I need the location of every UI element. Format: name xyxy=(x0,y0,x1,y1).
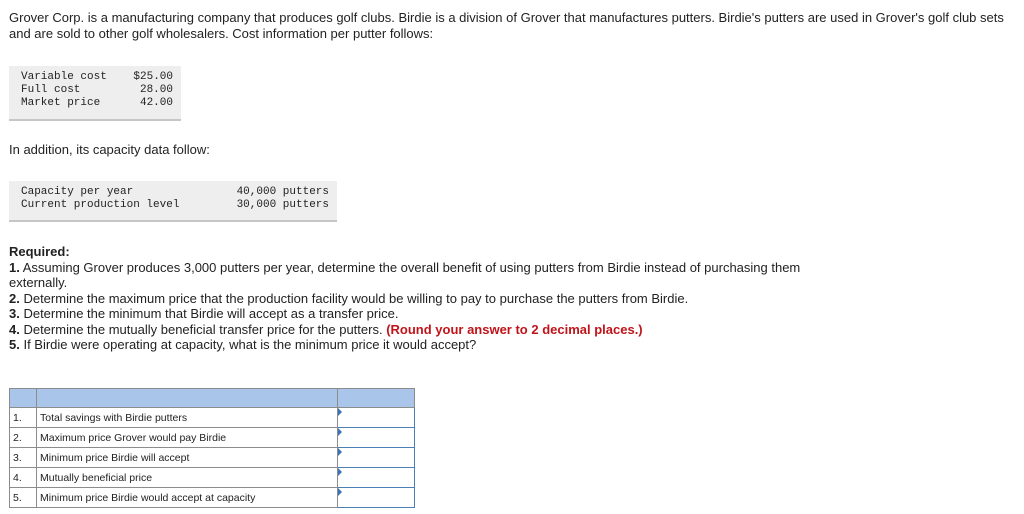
requirement-item: 2. Determine the maximum price that the production facility would be willing to pay to purchase the putters from Birdie. xyxy=(9,290,689,306)
answer-table xyxy=(9,388,415,508)
problem-intro: Grover Corp. is a manufacturing company that produces golf clubs. Birdie is a division of Grover that manufactures putters. Birdie's putters are used in Grover's golf club sets and are sold to other golf wholesalers. Cost information per putter follows: xyxy=(9,10,1004,41)
cost-label: Market price xyxy=(21,97,101,109)
answer-input[interactable] xyxy=(338,428,415,448)
cost-value: 28.00 xyxy=(139,84,173,96)
cost-row-variable xyxy=(21,71,173,84)
answer-table-header xyxy=(10,389,415,408)
capacity-table xyxy=(9,181,337,222)
answer-row xyxy=(10,408,415,428)
cost-label: Variable cost xyxy=(21,71,107,83)
cost-value: $25.00 xyxy=(133,71,173,83)
capacity-row xyxy=(21,199,329,212)
capacity-label: Current production level xyxy=(21,199,180,211)
requirement-item: 4. Determine the mutually beneficial transfer price for the putters. (Round your answer to 2 decimal places.) xyxy=(9,321,643,337)
capacity-intro: In addition, its capacity data follow: xyxy=(9,142,210,157)
required-heading: Required: xyxy=(9,244,70,259)
answer-row xyxy=(10,448,415,468)
row-label: Minimum price Birdie would accept at capacity xyxy=(37,488,338,508)
cost-label: Full cost xyxy=(21,84,81,96)
row-number: 2. xyxy=(10,428,37,448)
capacity-value: 30,000 putters xyxy=(236,199,329,211)
cost-row-full xyxy=(21,84,173,97)
capacity-row xyxy=(21,186,329,199)
cost-value: 42.00 xyxy=(139,97,173,109)
capacity-label: Capacity per year xyxy=(21,186,134,198)
capacity-value: 40,000 putters xyxy=(236,186,329,198)
answer-input[interactable] xyxy=(338,488,415,508)
row-label: Total savings with Birdie putters xyxy=(37,408,338,428)
answer-row xyxy=(10,468,415,488)
requirement-item: 1. Assuming Grover produces 3,000 putters per year, determine the overall benefit of using putters from Birdie instead of purchasing them externally. xyxy=(9,259,801,290)
row-number: 3. xyxy=(10,448,37,468)
row-label: Minimum price Birdie will accept xyxy=(37,448,338,468)
requirements xyxy=(9,244,819,353)
answer-row xyxy=(10,488,415,508)
answer-input[interactable] xyxy=(338,408,415,428)
cost-row-market xyxy=(21,97,173,110)
requirement-item: 5. If Birdie were operating at capacity, what is the minimum price it would accept? xyxy=(9,337,477,352)
row-label: Mutually beneficial price xyxy=(37,468,338,488)
answer-input[interactable] xyxy=(338,468,415,488)
answer-input[interactable] xyxy=(338,448,415,468)
requirement-item: 3. Determine the minimum that Birdie will accept as a transfer price. xyxy=(9,306,399,321)
row-number: 4. xyxy=(10,468,37,488)
cost-table xyxy=(9,66,181,121)
row-number: 5. xyxy=(10,488,37,508)
row-label: Maximum price Grover would pay Birdie xyxy=(37,428,338,448)
answer-row xyxy=(10,428,415,448)
row-number: 1. xyxy=(10,408,37,428)
rounding-note: (Round your answer to 2 decimal places.) xyxy=(386,321,643,337)
